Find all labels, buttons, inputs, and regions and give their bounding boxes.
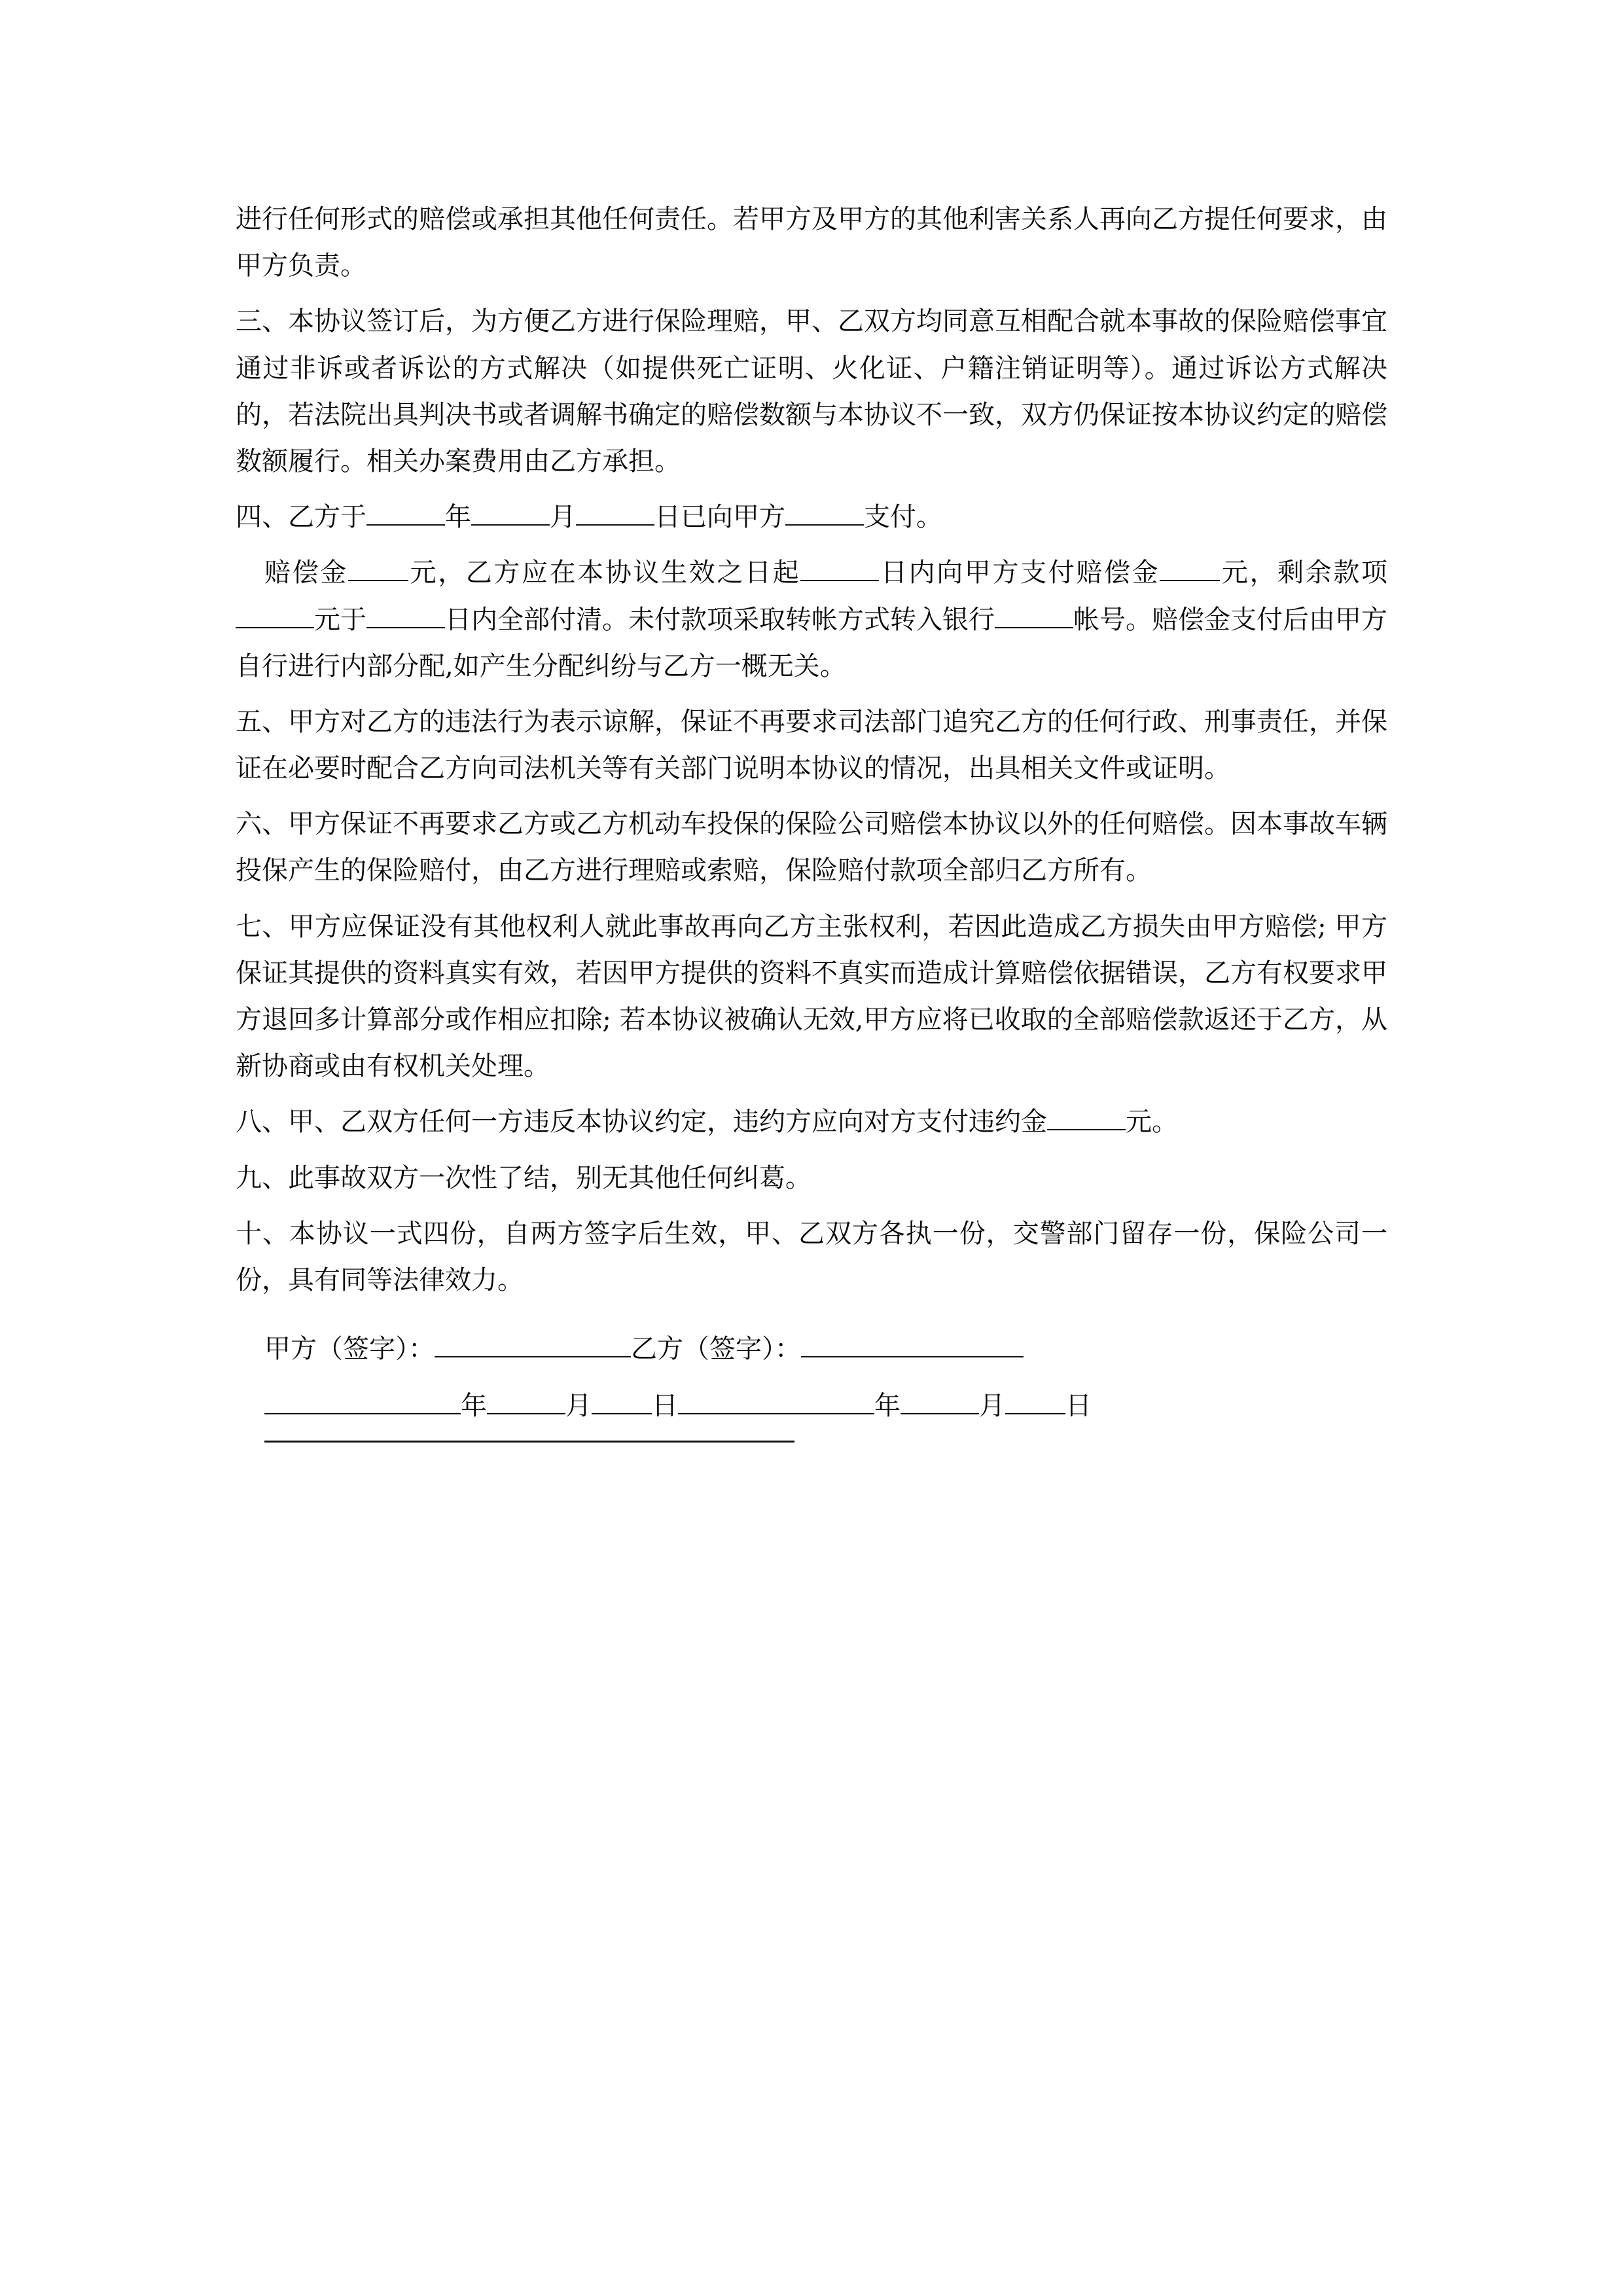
para-payment-detail xyxy=(236,550,1387,690)
party-a-day-blank[interactable] xyxy=(592,1413,652,1414)
footer-rule xyxy=(264,1441,794,1443)
party-b-label: 乙方（签字）： xyxy=(631,1334,801,1365)
clause-4-year-blank[interactable] xyxy=(366,524,445,526)
para-text: 七、甲方应保证没有其他权利人就此事故再向乙方主张权利，若因此造成乙方损失由甲方赔偿; 甲方保证其提供的资料真实有效，若因甲方提供的资料不真实而造成计算赔偿依据错误，乙方有权要求甲方退回多计算部分或作相应扣除; 若本协议被确认无效,甲方应将已收取的全部赔偿款返还于乙方，从新协商或由有权机关处理。 xyxy=(236,911,1387,1082)
payment-text-5: 元于 xyxy=(314,604,366,635)
party-a-month-label: 月 xyxy=(565,1391,592,1422)
clause-4-text-3: 支付。 xyxy=(864,502,942,533)
para-clause-9 xyxy=(236,1155,1387,1202)
clause-8-text-1: 八、甲、乙双方任何一方违反本协议约定，违约方应向对方支付违约金 xyxy=(236,1107,1047,1138)
para-clause-6 xyxy=(236,801,1387,894)
para-clause-8 xyxy=(236,1099,1387,1145)
party-b-month-label: 月 xyxy=(979,1391,1005,1422)
signature-names-row xyxy=(236,1326,1387,1372)
clause-8-penalty-blank[interactable] xyxy=(1047,1129,1126,1130)
para-clause-7 xyxy=(236,904,1387,1090)
party-b-year-label: 年 xyxy=(874,1391,901,1422)
payment-days-blank-1[interactable] xyxy=(800,580,879,581)
para-text: 六、甲方保证不再要求乙方或乙方机动车投保的保险公司赔偿本协议以外的任何赔偿。因本事故车辆投保产生的保险赔付，由乙方进行理赔或索赔，保险赔付款项全部归乙方所有。 xyxy=(236,809,1387,886)
party-a-label: 甲方（签字）： xyxy=(264,1334,435,1365)
para-text: 进行任何形式的赔偿或承担其他任何责任。若甲方及甲方的其他利害关系人再向乙方提任何要求，由甲方负责。 xyxy=(236,204,1387,281)
party-a-year-blank[interactable] xyxy=(264,1413,461,1414)
signature-block xyxy=(236,1326,1387,1442)
payment-amount-blank-3[interactable] xyxy=(236,627,314,628)
party-b-signature-blank[interactable] xyxy=(801,1356,1024,1357)
party-a-year-label: 年 xyxy=(461,1391,487,1422)
party-b-day-blank[interactable] xyxy=(1005,1413,1065,1414)
clause-4-text-1: 四、乙方于 xyxy=(236,502,366,533)
para-clause-3 xyxy=(236,298,1387,485)
payment-bank-account-blank[interactable] xyxy=(995,627,1073,628)
party-a-signature-blank[interactable] xyxy=(435,1356,631,1357)
para-continuation xyxy=(236,196,1387,289)
para-clause-10 xyxy=(236,1211,1387,1304)
clause-8-text-2: 元。 xyxy=(1126,1107,1178,1138)
clause-4-year-label: 年 xyxy=(445,502,471,533)
party-b-year-blank[interactable] xyxy=(678,1413,874,1414)
payment-text-4: 元，剩余款项 xyxy=(1220,558,1388,588)
payment-text-3: 日内向甲方支付赔偿金 xyxy=(879,558,1160,588)
payment-amount-blank-2[interactable] xyxy=(1160,580,1220,581)
payment-amount-blank-1[interactable] xyxy=(348,580,408,581)
clause-4-month-label: 月 xyxy=(550,502,576,533)
party-b-month-blank[interactable] xyxy=(901,1413,979,1414)
payment-text-2: 元，乙方应在本协议生效之日起 xyxy=(408,558,801,588)
party-b-day-label: 日 xyxy=(1065,1391,1092,1422)
document-body xyxy=(236,196,1387,1443)
payment-text-7: 帐号。赔偿金支付后由甲方自行进行内部分配,如产生分配纠纷与乙方一概无关。 xyxy=(236,604,1387,681)
payment-days-blank-2[interactable] xyxy=(366,627,445,628)
para-text: 十、本协议一式四份，自两方签字后生效，甲、乙双方各执一份，交警部门留存一份，保险公司一份，具有同等法律效力。 xyxy=(236,1218,1387,1295)
para-clause-4 xyxy=(236,494,1387,541)
clause-4-amount-blank[interactable] xyxy=(785,524,864,526)
signature-dates-row xyxy=(236,1383,1387,1429)
clause-4-day-blank[interactable] xyxy=(576,524,654,526)
clause-4-text-2: 日已向甲方 xyxy=(654,502,785,533)
party-a-month-blank[interactable] xyxy=(487,1413,565,1414)
clause-4-month-blank[interactable] xyxy=(471,524,550,526)
party-a-day-label: 日 xyxy=(652,1391,678,1422)
para-clause-5 xyxy=(236,699,1387,792)
para-text: 三、本协议签订后，为方便乙方进行保险理赔，甲、乙双方均同意互相配合就本事故的保险赔偿事宜通过非诉或者诉讼的方式解决（如提供死亡证明、火化证、户籍注销证明等）。通过诉讼方式解决的，若法院出具判决书或者调解书确定的赔偿数额与本协议不一致，双方仍保证按本协议约定的赔偿数额履行。相关办案费用由乙方承担。 xyxy=(236,306,1387,476)
para-text: 九、此事故双方一次性了结，别无其他任何纠葛。 xyxy=(236,1162,812,1193)
payment-text-6: 日内全部付清。未付款项采取转帐方式转入银行 xyxy=(445,604,995,635)
para-text: 五、甲方对乙方的违法行为表示谅解，保证不再要求司法部门追究乙方的任何行政、刑事责任，并保证在必要时配合乙方向司法机关等有关部门说明本协议的情况，出具相关文件或证明。 xyxy=(236,706,1387,784)
payment-text-1: 赔偿金 xyxy=(264,558,348,588)
